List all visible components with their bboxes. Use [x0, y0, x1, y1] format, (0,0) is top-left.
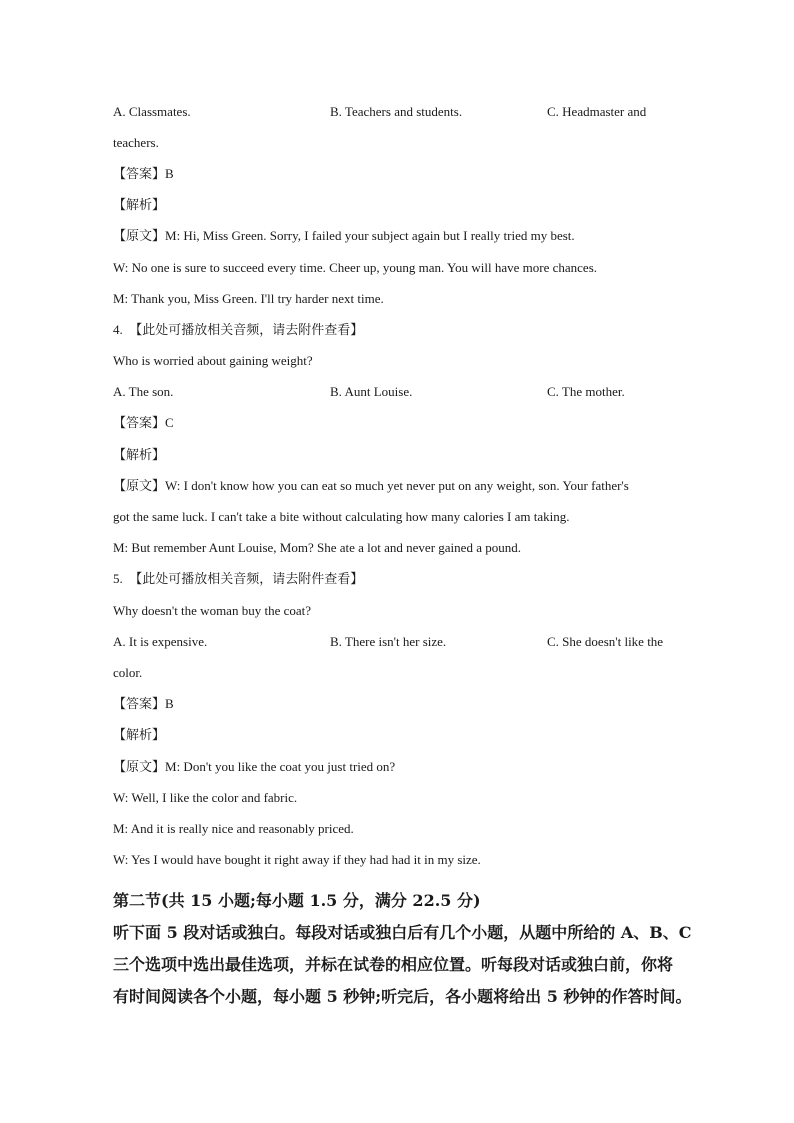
section-instructions-line-1: 听下面 5 段对话或独白。每段对话或独白后有几个小题，从题中所给的 A、B、C	[113, 923, 692, 942]
section-title: 第二节(共 15 小题;每小题 1.5 分，满分 22.5 分)	[113, 891, 481, 910]
answer-label: 【答案】	[113, 416, 166, 431]
q5-header	[113, 570, 363, 589]
q3-transcript-line-2: W: No one is sure to succeed every time. Cheer up, young man. You will have more chances.	[113, 260, 598, 275]
q5-transcript-line-4: W: Yes I would have bought it right away if they had had it in my size.	[113, 852, 481, 867]
analysis-label: 【解析】	[113, 448, 166, 463]
q5-option-a: A. It is expensive.	[113, 634, 208, 649]
answer-label: 【答案】	[113, 167, 166, 182]
question-number: 4.	[113, 322, 123, 337]
q4-answer	[113, 414, 174, 433]
q4-question: Who is worried about gaining weight?	[113, 353, 313, 368]
audio-note: 【此处可播放相关音频，请去附件查看】	[129, 572, 364, 587]
answer-value: B	[165, 166, 174, 181]
q4-option-b: B. Aunt Louise.	[330, 384, 413, 399]
transcript-text: W: I don't know how you can eat so much yet never put on any weight, son. Your father's	[165, 478, 629, 493]
transcript-label: 【原文】	[113, 479, 166, 494]
q3-answer	[113, 165, 174, 184]
q3-option-a: A. Classmates.	[113, 104, 191, 119]
q4-transcript-line-1	[113, 477, 629, 496]
audio-note: 【此处可播放相关音频，请去附件查看】	[129, 323, 364, 338]
q5-option-c: C. She doesn't like the	[547, 634, 664, 649]
q3-option-c: C. Headmaster and	[547, 104, 647, 119]
q4-header	[113, 321, 363, 340]
q4-analysis-label	[113, 446, 165, 465]
transcript-label: 【原文】	[113, 229, 166, 244]
answer-value: C	[165, 415, 174, 430]
q4-transcript-line-3: M: But remember Aunt Louise, Mom? She ate a lot and never gained a pound.	[113, 540, 521, 555]
q5-transcript-line-3: M: And it is really nice and reasonably priced.	[113, 821, 354, 836]
q3-analysis-label	[113, 196, 165, 215]
q5-transcript-line-2: W: Well, I like the color and fabric.	[113, 790, 298, 805]
q5-question: Why doesn't the woman buy the coat?	[113, 603, 312, 618]
question-number: 5.	[113, 571, 123, 586]
q3-option-c-continued: teachers.	[113, 135, 159, 150]
q5-option-b: B. There isn't her size.	[330, 634, 447, 649]
q5-option-c-continued: color.	[113, 665, 143, 680]
analysis-label: 【解析】	[113, 728, 166, 743]
transcript-text: M: Don't you like the coat you just tried on?	[165, 759, 396, 774]
answer-value: B	[165, 696, 174, 711]
transcript-text: M: Hi, Miss Green. Sorry, I failed your subject again but I really tried my best.	[165, 228, 575, 243]
q5-transcript-line-1	[113, 758, 395, 777]
q3-option-b: B. Teachers and students.	[330, 104, 463, 119]
section-instructions-line-2: 三个选项中选出最佳选项，并标在试卷的相应位置。听每段对话或独白前，你将	[113, 955, 674, 974]
q4-option-c: C. The mother.	[547, 384, 625, 399]
q4-transcript-line-2: got the same luck. I can't take a bite without calculating how many calories I am taking.	[113, 509, 570, 524]
q3-transcript-line-3: M: Thank you, Miss Green. I'll try harder next time.	[113, 291, 384, 306]
q5-answer	[113, 695, 174, 714]
transcript-label: 【原文】	[113, 760, 166, 775]
q4-option-a: A. The son.	[113, 384, 174, 399]
answer-label: 【答案】	[113, 697, 166, 712]
section-instructions-line-3: 有时间阅读各个小题，每小题 5 秒钟;听完后，各小题将给出 5 秒钟的作答时间。	[113, 987, 692, 1006]
q5-analysis-label	[113, 726, 165, 745]
analysis-label: 【解析】	[113, 198, 166, 213]
q3-transcript-line-1	[113, 227, 575, 246]
